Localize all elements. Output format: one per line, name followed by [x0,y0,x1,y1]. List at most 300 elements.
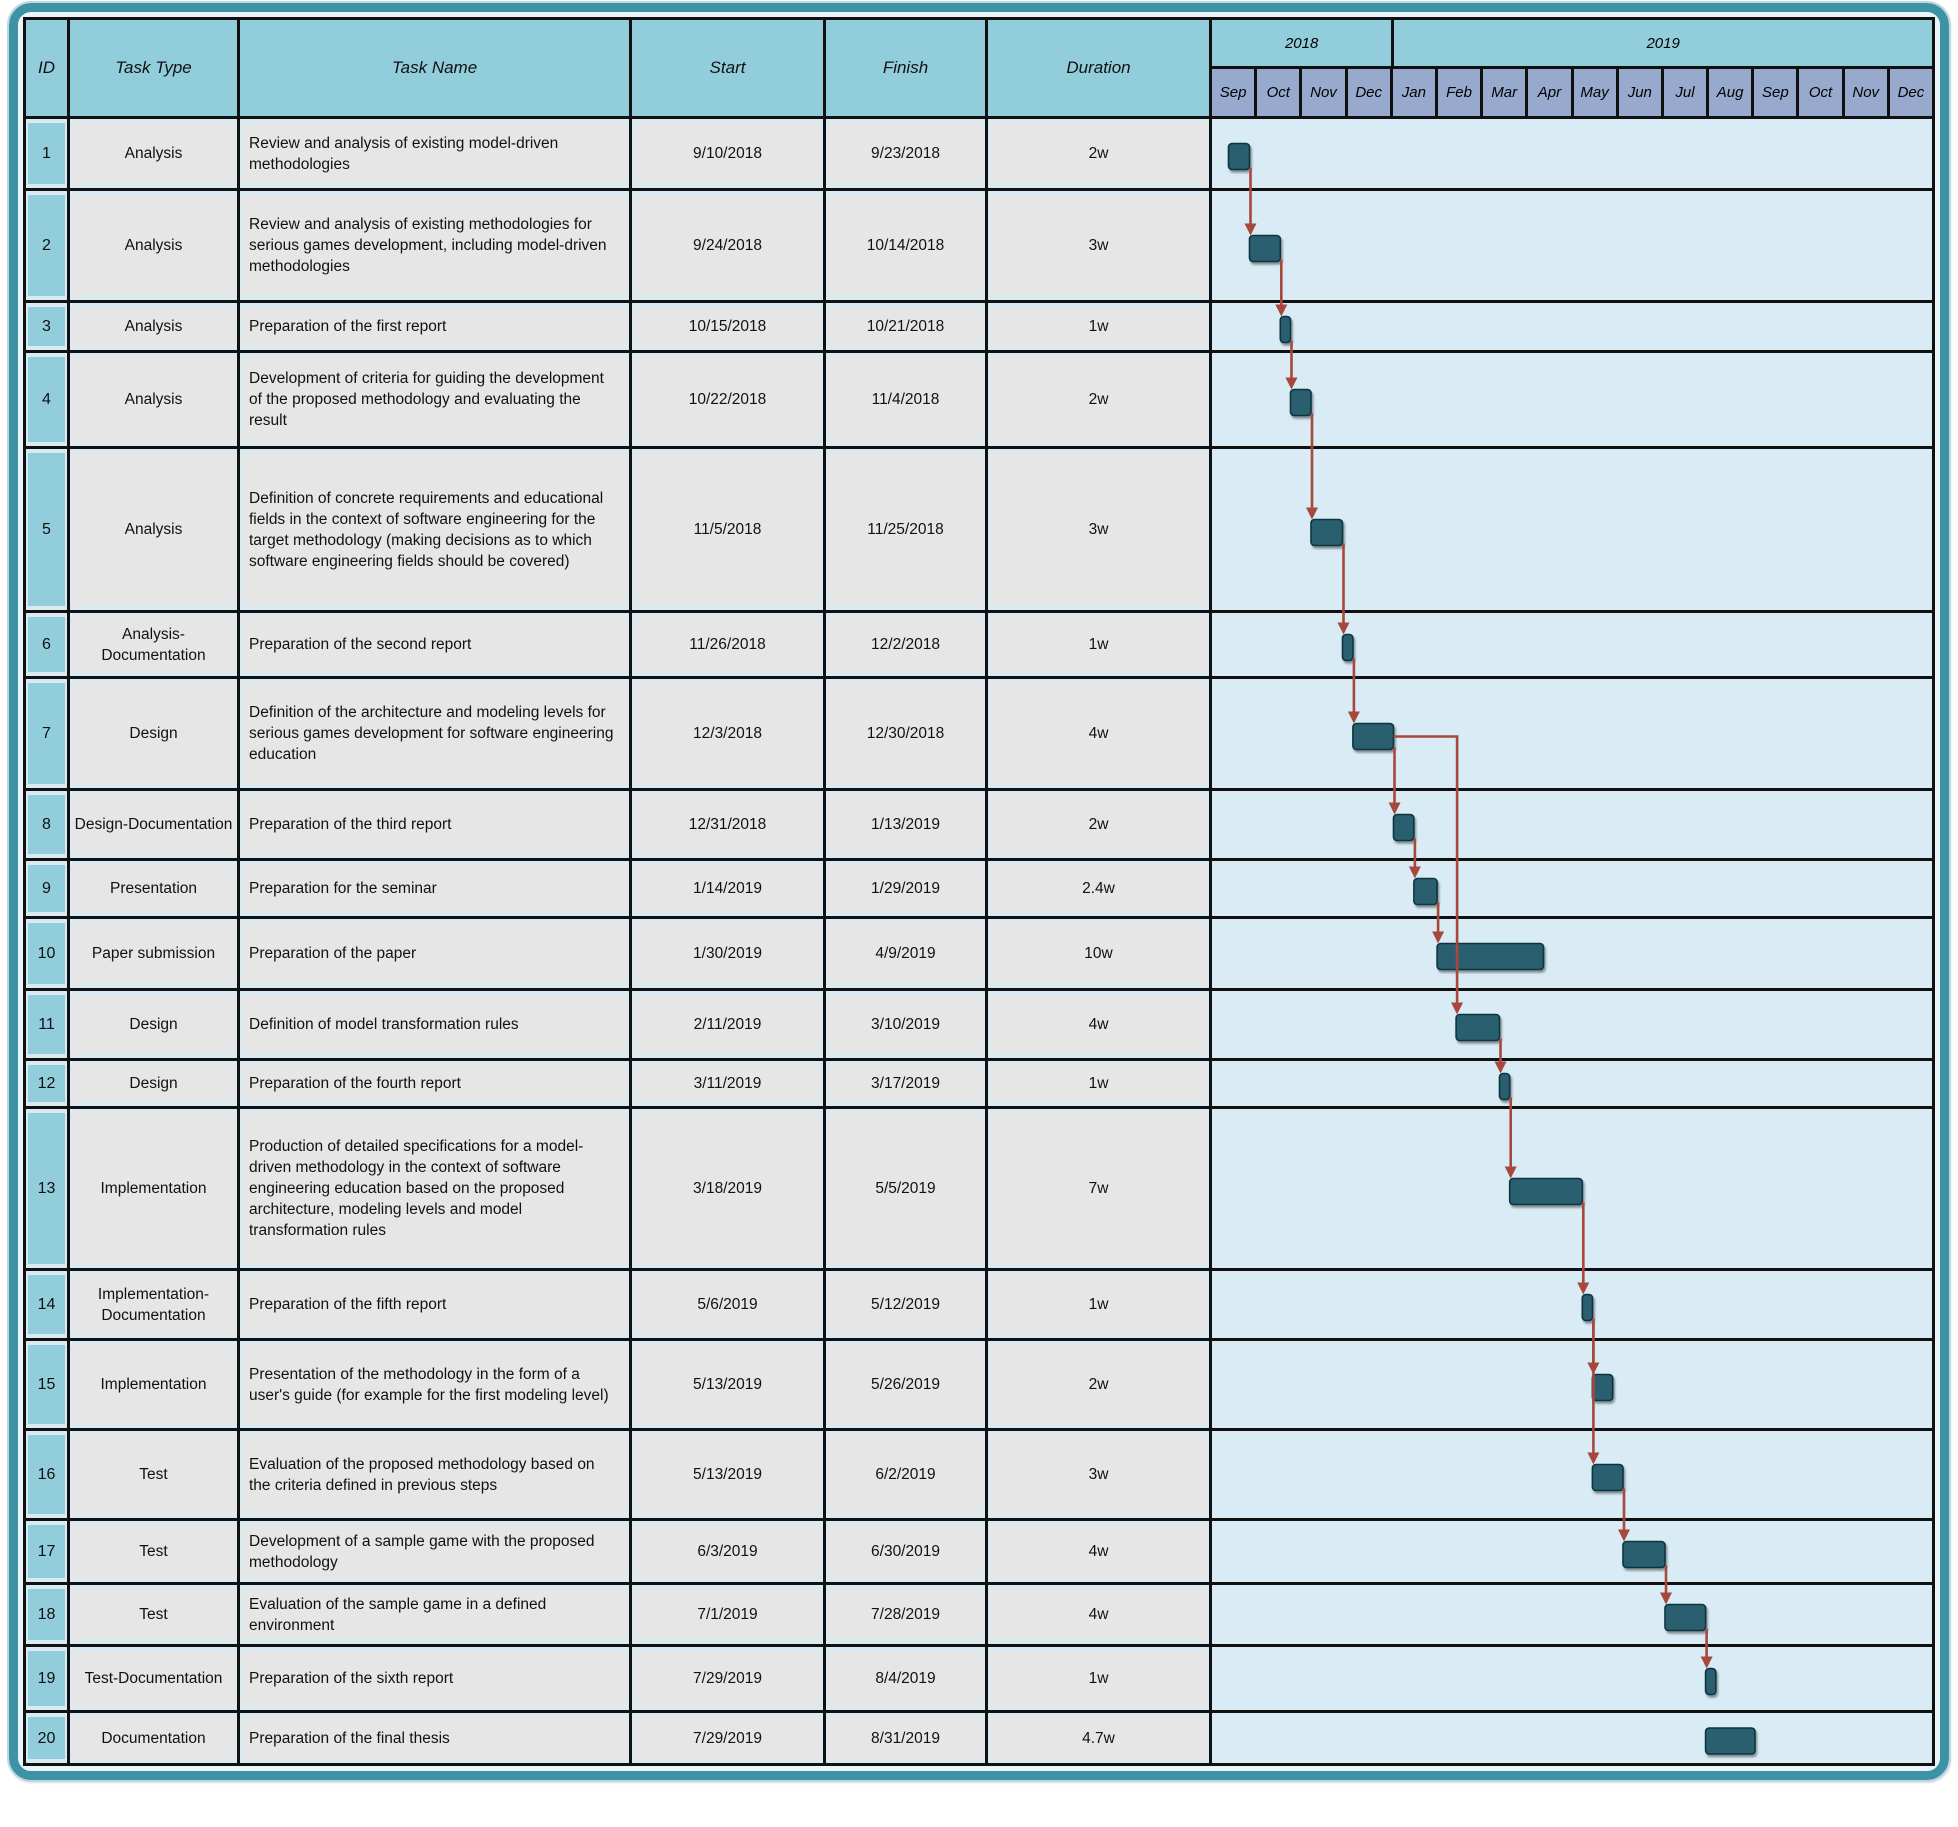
task-type-cell [70,791,240,858]
task-finish-cell [826,861,988,916]
task-finish-cell [826,119,988,188]
task-name-cell [240,1109,632,1268]
task-id-cell [26,449,70,610]
task-type: Design [72,683,235,784]
gantt-table [23,17,1935,1766]
task-start: 9/24/2018 [634,195,821,296]
table-row [26,1061,1932,1109]
table-row [26,679,1932,791]
task-finish-cell [826,191,988,300]
task-id-cell [26,1341,70,1428]
task-finish-cell [826,1585,988,1644]
year-label: 2019 [1394,20,1932,66]
task-id-cell [26,1647,70,1710]
task-duration-cell [988,991,1212,1058]
task-id-cell [26,791,70,858]
task-start-cell [632,679,826,788]
gantt-row-area [1212,449,1932,610]
task-id: 4 [28,357,65,442]
task-duration-cell [988,1647,1212,1710]
task-finish-cell [826,1061,988,1106]
gantt-row-area [1212,861,1932,916]
task-name-cell [240,1341,632,1428]
task-duration-cell [988,613,1212,676]
task-duration-cell [988,861,1212,916]
task-finish-cell [826,1647,988,1710]
task-start-cell [632,919,826,988]
task-type: Design [72,995,235,1054]
task-finish-cell [826,1521,988,1582]
task-finish: 6/2/2019 [828,1435,983,1514]
task-duration-cell [988,1521,1212,1582]
task-type-cell [70,1431,240,1518]
task-start: 12/31/2018 [634,795,821,854]
task-type-cell [70,191,240,300]
task-finish: 5/12/2019 [828,1275,983,1334]
table-row [26,791,1932,861]
task-duration: 1w [990,617,1207,672]
task-type-cell [70,303,240,350]
table-row [26,861,1932,919]
table-row [26,1431,1932,1521]
task-duration: 2w [990,1345,1207,1424]
task-duration: 7w [990,1113,1207,1264]
table-row [26,1109,1932,1271]
task-type: Test [72,1525,235,1578]
task-start: 12/3/2018 [634,683,821,784]
month-label: May [1574,69,1619,116]
task-id: 14 [28,1275,65,1334]
task-duration: 4w [990,995,1207,1054]
task-duration-cell [988,1061,1212,1106]
task-type-cell [70,1585,240,1644]
task-type: Analysis [72,123,235,184]
header-finish: Finish [826,20,988,116]
task-type: Presentation [72,865,235,912]
header-task-type: Task Type [70,20,240,116]
task-start-cell [632,119,826,188]
table-row [26,191,1932,303]
task-duration: 3w [990,453,1207,606]
task-finish: 12/30/2018 [828,683,983,784]
task-finish-cell [826,303,988,350]
gantt-row-area [1212,1713,1932,1763]
month-label: Nov [1302,69,1347,116]
task-duration-cell [988,1109,1212,1268]
task-type-cell [70,679,240,788]
task-id-cell [26,919,70,988]
task-id-cell [26,861,70,916]
task-start-cell [632,1061,826,1106]
task-id-cell [26,1521,70,1582]
task-start-cell [632,1647,826,1710]
task-duration: 10w [990,923,1207,984]
task-start-cell [632,1109,826,1268]
task-id: 17 [28,1525,65,1578]
task-finish-cell [826,791,988,858]
task-finish: 11/25/2018 [828,453,983,606]
task-name-cell [240,119,632,188]
task-finish: 1/13/2019 [828,795,983,854]
task-name-cell [240,613,632,676]
task-type: Documentation [72,1717,235,1759]
task-id-cell [26,119,70,188]
task-name: Development of criteria for guiding the development of the proposed methodology and evaluating the result [242,357,627,442]
task-name: Definition of the architecture and modeling levels for serious games development for software engineering education [242,683,627,784]
task-type-cell [70,1647,240,1710]
task-start: 5/13/2019 [634,1435,821,1514]
task-name-cell [240,1585,632,1644]
month-label: Oct [1257,69,1302,116]
task-duration-cell [988,679,1212,788]
task-start-cell [632,861,826,916]
task-duration-cell [988,1431,1212,1518]
month-label: Feb [1438,69,1483,116]
task-id: 1 [28,123,65,184]
task-finish: 7/28/2019 [828,1589,983,1640]
table-row [26,1647,1932,1713]
task-name-cell [240,919,632,988]
task-name: Preparation of the fourth report [242,1065,627,1102]
task-start-cell [632,991,826,1058]
task-finish-cell [826,1109,988,1268]
task-id-cell [26,1431,70,1518]
task-finish: 8/31/2019 [828,1717,983,1759]
table-row [26,449,1932,613]
table-row [26,991,1932,1061]
task-finish: 4/9/2019 [828,923,983,984]
task-duration-cell [988,119,1212,188]
gantt-row-area [1212,613,1932,676]
task-duration: 3w [990,195,1207,296]
month-label: Jun [1619,69,1664,116]
table-row [26,119,1932,191]
gantt-row-area [1212,1431,1932,1518]
task-id-cell [26,303,70,350]
task-start: 7/29/2019 [634,1717,821,1759]
task-finish: 10/14/2018 [828,195,983,296]
task-type: Implementation-Documentation [72,1275,235,1334]
task-rows [26,119,1932,1763]
task-start-cell [632,791,826,858]
task-start: 5/13/2019 [634,1345,821,1424]
task-name: Preparation of the fifth report [242,1275,627,1334]
task-type: Analysis [72,357,235,442]
task-id-cell [26,1061,70,1106]
task-type-cell [70,449,240,610]
task-type-cell [70,1521,240,1582]
task-start-cell [632,1431,826,1518]
task-finish-cell [826,1713,988,1763]
task-duration-cell [988,791,1212,858]
task-duration: 1w [990,1065,1207,1102]
task-id: 9 [28,865,65,912]
task-name: Preparation of the final thesis [242,1717,627,1759]
task-name-cell [240,1521,632,1582]
task-name: Preparation of the first report [242,307,627,346]
month-label: Sep [1212,69,1257,116]
gantt-row-area [1212,679,1932,788]
task-duration: 2w [990,795,1207,854]
task-name: Development of a sample game with the proposed methodology [242,1525,627,1578]
task-start-cell [632,353,826,446]
task-id: 20 [28,1717,65,1759]
task-start: 1/14/2019 [634,865,821,912]
task-duration-cell [988,353,1212,446]
task-start: 6/3/2019 [634,1525,821,1578]
task-id-cell [26,1585,70,1644]
gantt-row-area [1212,791,1932,858]
task-duration-cell [988,1585,1212,1644]
task-finish: 3/10/2019 [828,995,983,1054]
task-start: 10/22/2018 [634,357,821,442]
task-id: 13 [28,1113,65,1264]
gantt-row-area [1212,1271,1932,1338]
task-start: 7/29/2019 [634,1651,821,1706]
task-id-cell [26,353,70,446]
timeline-years-row [1212,20,1932,69]
task-finish: 5/5/2019 [828,1113,983,1264]
task-duration-cell [988,1713,1212,1763]
table-row [26,303,1932,353]
task-finish: 8/4/2019 [828,1651,983,1706]
task-type-cell [70,1713,240,1763]
task-id-cell [26,613,70,676]
task-duration: 1w [990,1651,1207,1706]
task-id-cell [26,1713,70,1763]
task-name-cell [240,1647,632,1710]
year-label: 2018 [1212,20,1394,66]
task-id: 11 [28,995,65,1054]
gantt-row-area [1212,919,1932,988]
task-start-cell [632,1585,826,1644]
task-finish-cell [826,1271,988,1338]
month-label: Jul [1664,69,1709,116]
task-id: 6 [28,617,65,672]
table-row [26,1713,1932,1763]
gantt-row-area [1212,1585,1932,1644]
task-name-cell [240,353,632,446]
table-row [26,919,1932,991]
gantt-row-area [1212,1061,1932,1106]
month-label: Oct [1799,69,1844,116]
task-id: 18 [28,1589,65,1640]
task-duration: 4w [990,1525,1207,1578]
task-duration-cell [988,191,1212,300]
task-finish-cell [826,1431,988,1518]
month-label: Jan [1393,69,1438,116]
task-type: Design [72,1065,235,1102]
task-start: 11/5/2018 [634,453,821,606]
task-type-cell [70,1061,240,1106]
task-duration-cell [988,449,1212,610]
task-name-cell [240,449,632,610]
month-label: Dec [1890,69,1932,116]
task-name: Preparation of the paper [242,923,627,984]
task-name: Definition of concrete requirements and educational fields in the context of software engineering for the target methodology (making decisions as to which software engineering fields should be covered) [242,453,627,606]
task-id: 10 [28,923,65,984]
task-type: Analysis-Documentation [72,617,235,672]
task-id: 16 [28,1435,65,1514]
task-name-cell [240,991,632,1058]
task-finish: 9/23/2018 [828,123,983,184]
task-duration-cell [988,303,1212,350]
gantt-row-area [1212,1647,1932,1710]
table-row [26,1585,1932,1647]
task-duration-cell [988,1271,1212,1338]
task-start: 3/18/2019 [634,1113,821,1264]
task-start: 1/30/2019 [634,923,821,984]
task-start: 9/10/2018 [634,123,821,184]
task-type-cell [70,919,240,988]
task-name: Evaluation of the sample game in a defined environment [242,1589,627,1640]
table-row [26,613,1932,679]
task-type-cell [70,991,240,1058]
task-finish: 6/30/2019 [828,1525,983,1578]
task-type: Implementation [72,1113,235,1264]
task-id: 8 [28,795,65,854]
task-finish-cell [826,679,988,788]
task-type: Design-Documentation [72,795,235,854]
task-name: Preparation of the sixth report [242,1651,627,1706]
task-name: Review and analysis of existing methodologies for serious games development, including model-driven methodologies [242,195,627,296]
task-type-cell [70,1271,240,1338]
task-duration-cell [988,1341,1212,1428]
task-start-cell [632,449,826,610]
task-type: Analysis [72,195,235,296]
task-type: Analysis [72,307,235,346]
table-header-row [26,20,1932,119]
task-name: Review and analysis of existing model-driven methodologies [242,123,627,184]
task-start-cell [632,303,826,350]
task-finish: 12/2/2018 [828,617,983,672]
task-name-cell [240,1061,632,1106]
table-row [26,1271,1932,1341]
task-start: 11/26/2018 [634,617,821,672]
task-finish-cell [826,919,988,988]
task-id-cell [26,991,70,1058]
task-type: Implementation [72,1345,235,1424]
table-row [26,1521,1932,1585]
task-name-cell [240,303,632,350]
task-type-cell [70,353,240,446]
header-id: ID [26,20,70,116]
task-id: 15 [28,1345,65,1424]
month-label: Nov [1845,69,1890,116]
task-finish-cell [826,449,988,610]
task-finish-cell [826,353,988,446]
task-name: Production of detailed specifications for a model-driven methodology in the context of software engineering education based on the proposed architecture, modeling levels and model transformation rules [242,1113,627,1264]
task-start-cell [632,1271,826,1338]
task-start: 7/1/2019 [634,1589,821,1640]
task-id: 7 [28,683,65,784]
task-duration: 2w [990,123,1207,184]
task-duration: 4.7w [990,1717,1207,1759]
task-start-cell [632,1713,826,1763]
task-id-cell [26,1271,70,1338]
task-duration: 3w [990,1435,1207,1514]
task-name: Preparation of the third report [242,795,627,854]
table-row [26,1341,1932,1431]
task-type-cell [70,613,240,676]
month-label: Dec [1348,69,1393,116]
month-label: Apr [1528,69,1573,116]
month-label: Mar [1483,69,1528,116]
timeline-months-row [1212,69,1932,116]
task-finish: 1/29/2019 [828,865,983,912]
task-name-cell [240,679,632,788]
task-duration: 1w [990,1275,1207,1334]
header-start: Start [632,20,826,116]
task-type: Paper submission [72,923,235,984]
task-type-cell [70,1109,240,1268]
task-type: Analysis [72,453,235,606]
task-finish: 3/17/2019 [828,1065,983,1102]
month-label: Sep [1754,69,1799,116]
task-type-cell [70,119,240,188]
task-name-cell [240,191,632,300]
task-type: Test-Documentation [72,1651,235,1706]
task-duration-cell [988,919,1212,988]
task-name-cell [240,791,632,858]
gantt-row-area [1212,191,1932,300]
task-name: Preparation for the seminar [242,865,627,912]
task-duration: 2.4w [990,865,1207,912]
task-duration: 4w [990,1589,1207,1640]
task-id-cell [26,1109,70,1268]
task-name: Evaluation of the proposed methodology based on the criteria defined in previous steps [242,1435,627,1514]
task-start: 2/11/2019 [634,995,821,1054]
month-label: Aug [1709,69,1754,116]
task-start: 3/11/2019 [634,1065,821,1102]
task-start-cell [632,1521,826,1582]
gantt-row-area [1212,1521,1932,1582]
task-name: Preparation of the second report [242,617,627,672]
task-id: 5 [28,453,65,606]
task-id: 3 [28,307,65,346]
task-id: 2 [28,195,65,296]
task-start: 10/15/2018 [634,307,821,346]
task-name-cell [240,861,632,916]
task-start-cell [632,613,826,676]
task-name: Presentation of the methodology in the form of a user's guide (for example for the first modeling level) [242,1345,627,1424]
task-id: 19 [28,1651,65,1706]
gantt-row-area [1212,1109,1932,1268]
gantt-row-area [1212,303,1932,350]
task-name-cell [240,1271,632,1338]
gantt-row-area [1212,1341,1932,1428]
task-id-cell [26,191,70,300]
task-id: 12 [28,1065,65,1102]
task-name-cell [240,1431,632,1518]
header-duration: Duration [988,20,1212,116]
task-finish: 5/26/2019 [828,1345,983,1424]
task-finish-cell [826,991,988,1058]
gantt-row-area [1212,119,1932,188]
task-start-cell [632,1341,826,1428]
timeline-header [1212,20,1932,116]
gantt-frame [9,3,1949,1780]
task-type: Test [72,1589,235,1640]
task-finish-cell [826,613,988,676]
task-finish-cell [826,1341,988,1428]
table-row [26,353,1932,449]
task-duration: 4w [990,683,1207,784]
task-duration: 2w [990,357,1207,442]
header-task-name: Task Name [240,20,632,116]
gantt-row-area [1212,353,1932,446]
task-finish: 10/21/2018 [828,307,983,346]
